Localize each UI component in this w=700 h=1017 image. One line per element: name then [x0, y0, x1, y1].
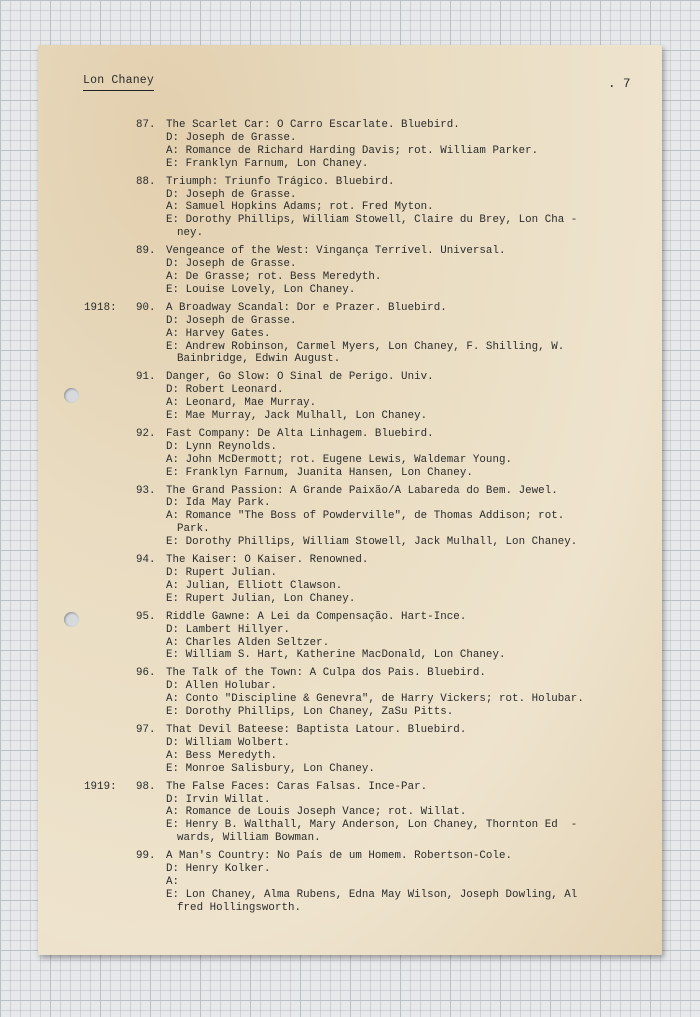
entry-number: 88. — [136, 175, 156, 188]
credit-line: E: Andrew Robinson, Carmel Myers, Lon Chaney, F. Shilling, W. — [166, 340, 565, 353]
credit-line: A: De Grasse; rot. Bess Meredyth. — [166, 270, 382, 283]
entry-body — [166, 850, 662, 915]
credit-line: D: Lambert Hillyer. — [166, 623, 291, 636]
credit-line: A: Harvey Gates. — [166, 327, 271, 340]
film-title-line: The False Faces: Caras Falsas. Ince-Par. — [166, 780, 428, 793]
credit-line: A: — [166, 875, 180, 888]
credit-line: E: William S. Hart, Katherine MacDonald, Lon Chaney. — [166, 649, 506, 662]
credit-line: E: Franklyn Farnum, Juanita Hansen, Lon Chaney. — [166, 466, 473, 479]
credit-line: D: Henry Kolker. — [166, 863, 271, 876]
credit-line: D: Joseph de Grasse. — [166, 258, 297, 271]
entry-year: 1918: — [84, 301, 117, 314]
credit-line: A: Bess Meredyth. — [166, 749, 277, 762]
entry-number: 99. — [136, 850, 156, 863]
entry-body — [166, 428, 662, 480]
credit-line: A: Romance de Louis Joseph Vance; rot. Willat. — [166, 806, 467, 819]
entry-number: 94. — [136, 554, 156, 567]
entry-body — [166, 245, 662, 297]
film-entry — [38, 302, 662, 367]
credit-line: E: Louise Lovely, Lon Chaney. — [166, 283, 356, 296]
credit-line: D: Ida May Park. — [166, 497, 271, 510]
film-title-line: Riddle Gawne: A Lei da Compensação. Hart-Ince. — [166, 610, 467, 623]
film-title-line: A Man's Country: No País de um Homem. Robertson-Cole. — [166, 850, 513, 863]
entry-body — [166, 667, 662, 719]
credit-line: A: Leonard, Mae Murray. — [166, 397, 317, 410]
credit-line: A: Julian, Elliott Clawson. — [166, 579, 343, 592]
credit-continuation-line: fred Hollingsworth. — [177, 901, 302, 914]
credit-line: E: Lon Chaney, Alma Rubens, Edna May Wilson, Joseph Dowling, Al — [166, 888, 578, 901]
film-entry — [38, 428, 662, 480]
entry-number: 93. — [136, 484, 156, 497]
page-number: . 7 — [608, 77, 631, 91]
film-entry — [38, 850, 662, 915]
credit-continuation-line: Bainbridge, Edwin August. — [177, 353, 341, 366]
credit-line: E: Henry B. Walthall, Mary Anderson, Lon Chaney, Thornton Ed - — [166, 819, 578, 832]
credit-line: D: Robert Leonard. — [166, 384, 284, 397]
credit-line: A: Samuel Hopkins Adams; rot. Fred Myton. — [166, 201, 434, 214]
film-entry — [38, 724, 662, 776]
entry-number: 90. — [136, 301, 156, 314]
credit-line: D: Rupert Julian. — [166, 567, 277, 579]
credit-line: D: Lynn Reynolds. — [166, 440, 277, 453]
entry-number: 96. — [136, 667, 156, 680]
film-entry — [38, 119, 662, 171]
film-title-line: Fast Company: De Alta Linhagem. Bluebird. — [166, 427, 434, 440]
film-title-line: Danger, Go Slow: O Sinal de Perigo. Univ. — [166, 371, 434, 384]
film-title-line: The Grand Passion: A Grande Paixão/A Labareda do Bem. Jewel. — [166, 484, 558, 497]
entry-body — [166, 611, 662, 663]
film-title-line: That Devil Bateese: Baptista Latour. Bluebird. — [166, 723, 467, 736]
film-title-line: Vengeance of the West: Vingança Terrível. Universal. — [166, 245, 506, 258]
film-entry — [38, 245, 662, 297]
film-entry — [38, 176, 662, 241]
filmography-list — [38, 119, 662, 920]
credit-line: A: Romance de Richard Harding Davis; rot. William Parker. — [166, 144, 539, 157]
entry-number: 91. — [136, 371, 156, 384]
film-entry — [38, 371, 662, 423]
entry-body — [166, 485, 662, 550]
entry-number: 97. — [136, 723, 156, 736]
credit-line: A: Charles Alden Seltzer. — [166, 636, 330, 649]
entry-body — [166, 119, 662, 171]
credit-continuation-line: ney. — [177, 227, 204, 240]
credit-line: D: Joseph de Grasse. — [166, 131, 297, 144]
credit-continuation-line: wards, William Bowman. — [177, 832, 321, 845]
entry-year: 1919: — [84, 780, 117, 793]
credit-line: D: Joseph de Grasse. — [166, 314, 297, 327]
entry-number: 87. — [136, 119, 156, 131]
film-title-line: The Kaiser: O Kaiser. Renowned. — [166, 554, 369, 567]
entry-body — [166, 724, 662, 776]
film-title-line: Triumph: Triunfo Trágico. Bluebird. — [166, 175, 395, 188]
entry-number: 98. — [136, 780, 156, 793]
credit-line: E: Dorothy Phillips, William Stowell, Claire du Brey, Lon Cha - — [166, 214, 578, 227]
credit-line: E: Franklyn Farnum, Lon Chaney. — [166, 157, 369, 170]
film-entry — [38, 554, 662, 606]
credit-line: E: Dorothy Phillips, Lon Chaney, ZaSu Pitts. — [166, 706, 454, 719]
entry-body — [166, 371, 662, 423]
credit-line: D: Irvin Willat. — [166, 793, 271, 806]
credit-line: D: William Wolbert. — [166, 736, 291, 749]
entry-number: 92. — [136, 427, 156, 440]
film-entry — [38, 611, 662, 663]
credit-continuation-line: Park. — [177, 523, 210, 536]
entry-body — [166, 554, 662, 606]
typewritten-page — [38, 45, 662, 955]
entry-number: 89. — [136, 245, 156, 258]
credit-line: D: Allen Holubar. — [166, 680, 277, 693]
entry-number: 95. — [136, 610, 156, 623]
film-title-line: The Scarlet Car: O Carro Escarlate. Bluebird. — [166, 119, 460, 131]
film-entry — [38, 667, 662, 719]
credit-line: E: Mae Murray, Jack Mulhall, Lon Chaney. — [166, 410, 428, 423]
film-entry — [38, 485, 662, 550]
credit-line: E: Dorothy Phillips, William Stowell, Jack Mulhall, Lon Chaney. — [166, 536, 578, 549]
credit-line: A: Conto "Discipline & Genevra", de Harry Vickers; rot. Holubar. — [166, 693, 584, 706]
credit-line: A: John McDermott; rot. Eugene Lewis, Waldemar Young. — [166, 453, 513, 466]
credit-line: E: Rupert Julian, Lon Chaney. — [166, 592, 356, 605]
film-entry — [38, 781, 662, 846]
entry-body — [166, 781, 662, 846]
credit-line: A: Romance "The Boss of Powderville", de Thomas Addison; rot. — [166, 510, 565, 523]
film-title-line: The Talk of the Town: A Culpa dos Pais. Bluebird. — [166, 667, 486, 680]
entry-body — [166, 176, 662, 241]
film-title-line: A Broadway Scandal: Dor e Prazer. Bluebird. — [166, 301, 447, 314]
page-header-title: Lon Chaney — [83, 74, 154, 91]
credit-line: D: Joseph de Grasse. — [166, 188, 297, 201]
entry-body — [166, 302, 662, 367]
credit-line: E: Monroe Salisbury, Lon Chaney. — [166, 762, 375, 775]
